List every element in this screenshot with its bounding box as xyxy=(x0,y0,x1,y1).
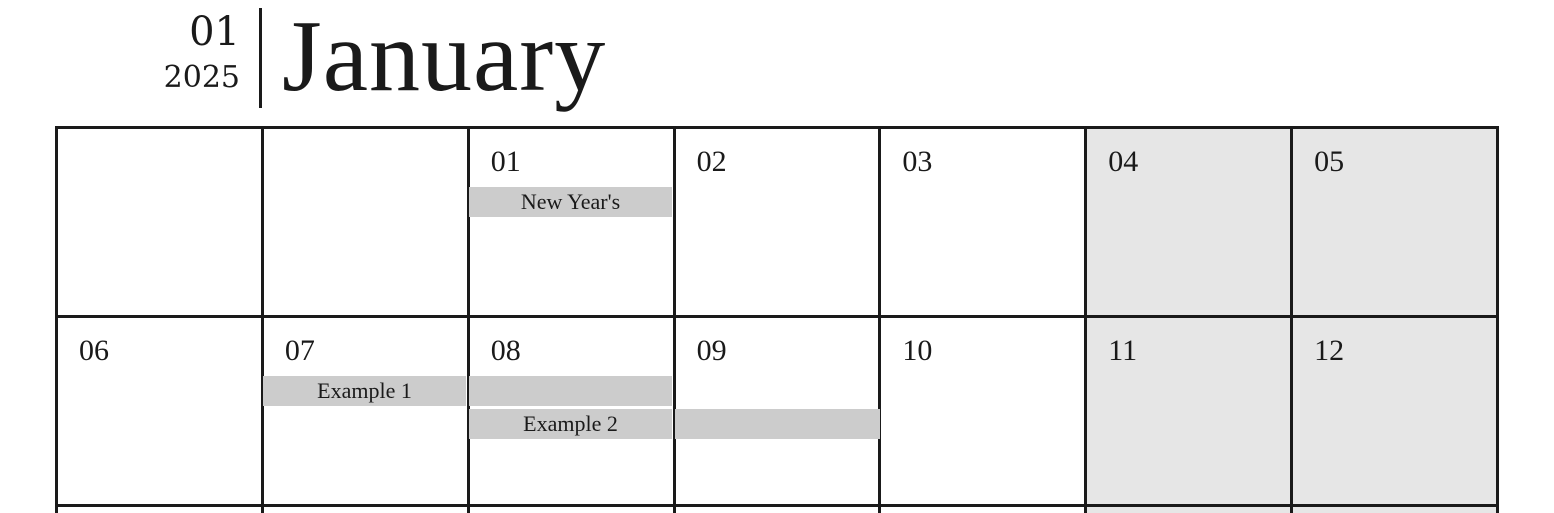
day-cell[interactable] xyxy=(264,507,470,513)
day-cell[interactable] xyxy=(264,318,470,507)
day-number: 08 xyxy=(490,334,521,367)
day-cell[interactable] xyxy=(264,129,470,318)
weekend-day-cell[interactable] xyxy=(1087,129,1293,318)
day-cell[interactable] xyxy=(676,129,882,318)
event-example-2-continuation[interactable] xyxy=(675,409,880,439)
day-number: 01 xyxy=(490,145,521,178)
day-number: 10 xyxy=(902,334,933,367)
weekend-day-cell[interactable] xyxy=(1087,507,1293,513)
day-cell[interactable] xyxy=(58,507,264,513)
day-number: 05 xyxy=(1314,145,1345,178)
event-example-1[interactable]: Example 1 xyxy=(263,376,466,406)
weekend-day-cell[interactable] xyxy=(1293,507,1499,513)
month-name: January xyxy=(282,0,607,113)
day-number: 11 xyxy=(1108,334,1138,367)
event-new-years[interactable]: New Year's xyxy=(469,187,672,217)
day-cell[interactable] xyxy=(881,129,1087,318)
day-number: 04 xyxy=(1108,145,1139,178)
day-number: 07 xyxy=(284,334,315,367)
day-number: 02 xyxy=(696,145,727,178)
month-number: 01 xyxy=(189,9,240,55)
header-divider xyxy=(259,8,262,108)
weekend-day-cell[interactable] xyxy=(1293,129,1499,318)
day-number: 09 xyxy=(696,334,727,367)
weekend-day-cell[interactable] xyxy=(1087,318,1293,507)
day-cell[interactable] xyxy=(676,507,882,513)
event-example-1-continuation[interactable] xyxy=(469,376,672,406)
year-number: 2025 xyxy=(163,60,240,95)
day-number: 12 xyxy=(1314,334,1345,367)
day-number: 06 xyxy=(79,334,109,367)
day-cell[interactable] xyxy=(881,507,1087,513)
day-cell[interactable] xyxy=(470,507,676,513)
day-number: 03 xyxy=(902,145,933,178)
day-cell[interactable] xyxy=(58,318,264,507)
calendar-grid xyxy=(55,126,1499,513)
day-cell[interactable] xyxy=(470,129,676,318)
day-cell[interactable] xyxy=(881,318,1087,507)
day-cell[interactable] xyxy=(58,129,264,318)
weekend-day-cell[interactable] xyxy=(1293,318,1499,507)
event-example-2[interactable]: Example 2 xyxy=(469,409,672,439)
